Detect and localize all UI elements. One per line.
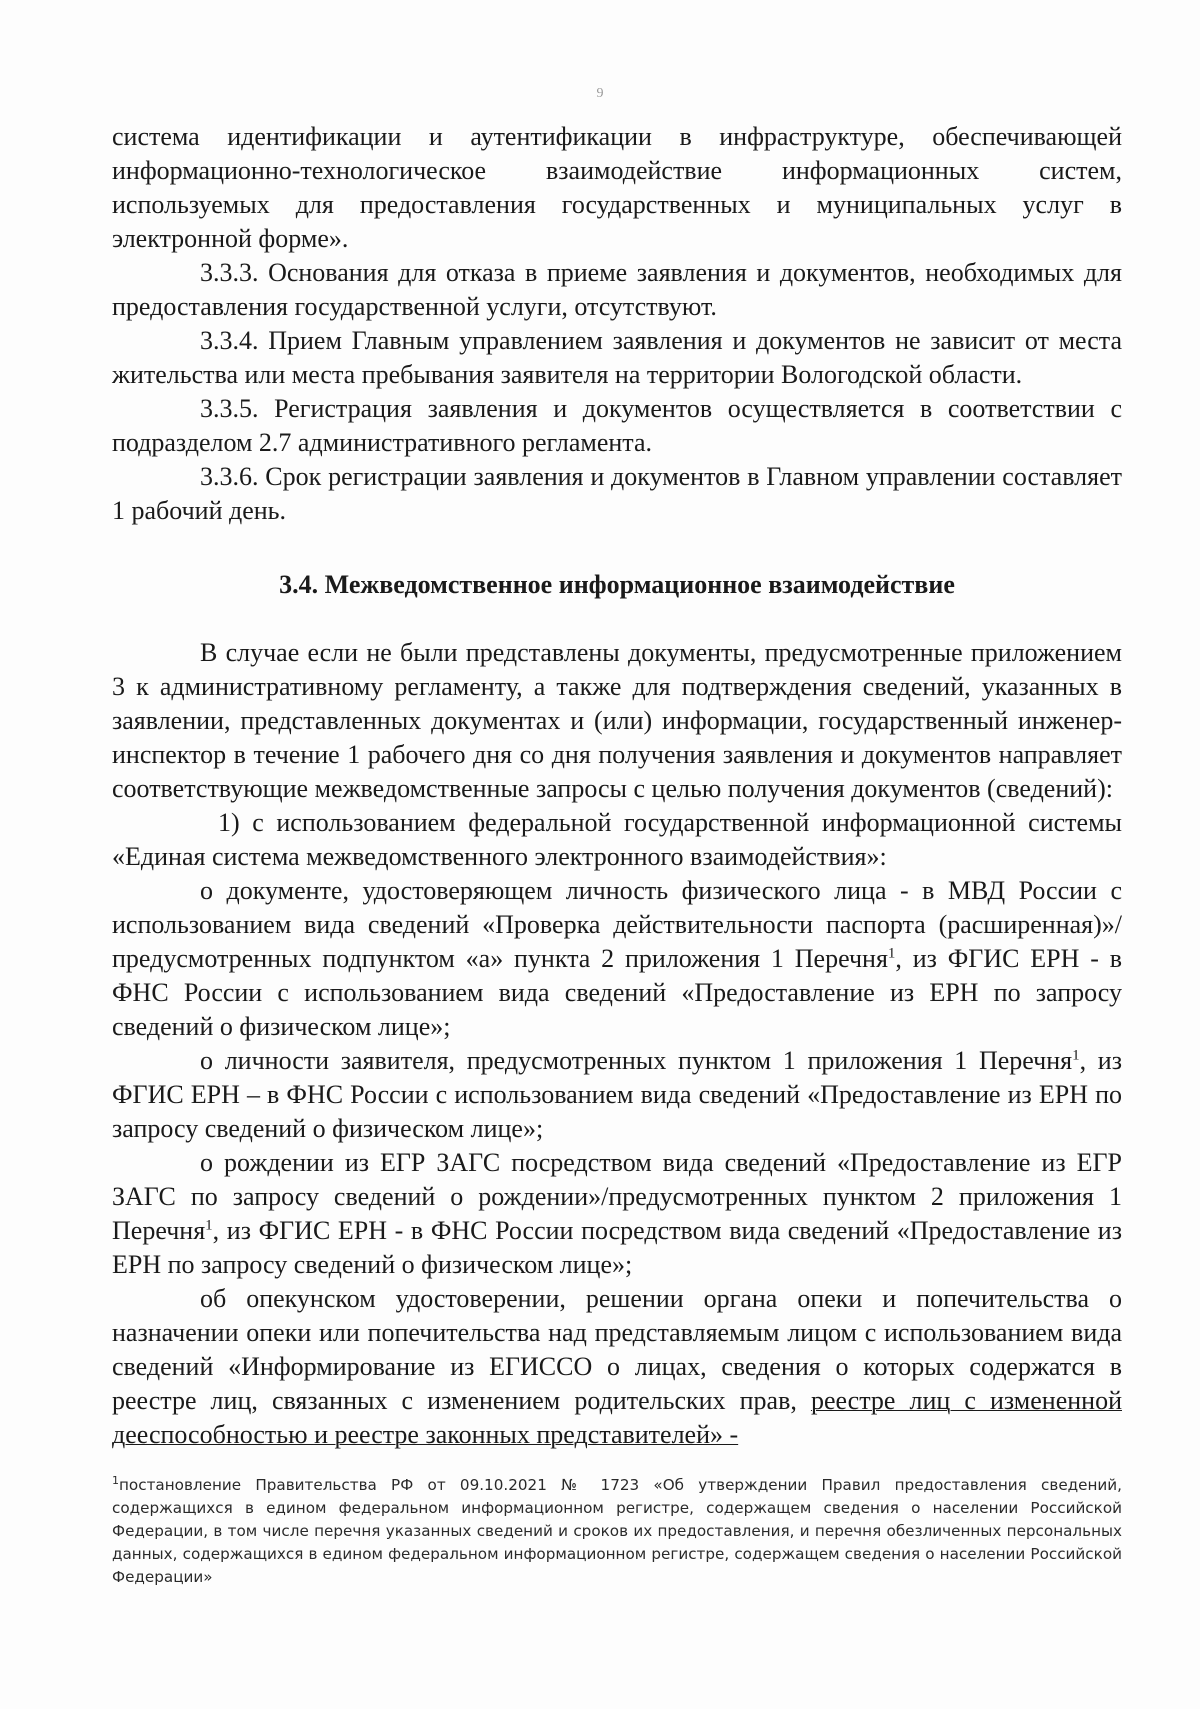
guardianship-paragraph [112,1282,1122,1452]
identity-document-text-a: о документе, удостоверяющем личность физического лица - в МВД России с использованием вида сведений «Проверка действительности паспорта (расширенная)»/предусмотренных подпунктом «а» пункта 2 приложения 1 Перечня [112,876,1122,973]
footnote-marker: 1 [112,1473,119,1487]
paragraph-3-3-6: 3.3.6. Срок регистрации заявления и документов в Главном управлении составляет 1 рабочий день. [112,462,1122,525]
birth-text-a: о рождении из ЕГР ЗАГС посредством вида сведений «Предоставление из ЕГР ЗАГС по запросу сведений о рождении»/предусмотренных пунктом 2 приложения 1 Перечня [112,1148,1122,1245]
guardianship-text-a: об опекунском удостоверении, решении органа опеки и попечительства о назначении опеки или попечительства над представляемым лицом с использованием вида сведений «Информирование из ЕГИССО о лицах, сведения о которых содержатся в реестре лиц, связанных с изменением родительских прав, [112,1284,1122,1415]
paragraph-3-3-5: 3.3.5. Регистрация заявления и документов осуществляется в соответствии с подразделом 2.7 административного регламента. [112,394,1122,457]
identity-document-text-b: , из ФГИС ЕРН - в ФНС России с использованием вида сведений «Предоставление из ЕРН по запросу сведений о физическом лице»; [112,944,1122,1041]
list-item-1: 1) с использованием федеральной государственной информационной системы «Единая система межведомственного электронного взаимодействия»: [112,808,1122,871]
guardianship-text-b: реестре лиц с измененной дееспособностью и реестре законных представителей» - [112,1386,1122,1449]
birth-text-b: , из ФГИС ЕРН - в ФНС России посредством вида сведений «Предоставление из ЕРН по запросу сведений о физическом лице»; [112,1216,1122,1279]
footnote-ref: 1 [1072,1047,1080,1064]
identity-document-paragraph [112,874,1122,1044]
section-heading: 3.4. Межведомственное информационное взаимодействие [279,570,955,599]
paragraph-continuation: система идентификации и аутентификации в инфраструктуре, обеспечивающей информационно-технологическое взаимодействие информационных систем, используемых для предоставления государственных и муниципальных услуг в электронной форме». [112,122,1122,253]
paragraph-3-3-3: 3.3.3. Основания для отказа в приеме заявления и документов, необходимых для предоставления государственной услуги, отсутствуют. [112,258,1122,321]
footnote [112,1474,1122,1589]
birth-paragraph [112,1146,1122,1282]
footnote-text: постановление Правительства РФ от 09.10.2021 № 1723 «Об утверждении Правил предоставления сведений, содержащихся в едином федеральном информационном регистре, содержащем сведения о населении Российской Федерации, в том числе перечня указанных сведений и сроков их предоставления, и перечня обезличенных персональных данных, содержащихся в едином федеральном информационном регистре, содержащем сведения о населении Российской Федерации» [112,1476,1122,1586]
applicant-identity-paragraph [112,1044,1122,1146]
applicant-identity-text-a: о личности заявителя, предусмотренных пунктом 1 приложения 1 Перечня [200,1046,1073,1075]
applicant-identity-text-b: , из ФГИС ЕРН – в ФНС России с использованием вида сведений «Предоставление из ЕРН по запросу сведений о физическом лице»; [112,1046,1122,1143]
footnote-ref: 1 [205,1217,213,1234]
section-intro: В случае если не были представлены документы, предусмотренные приложением 3 к административному регламенту, а также для подтверждения сведений, указанных в заявлении, представленных документах и (или) информации, государственный инженер-инспектор в течение 1 рабочего дня со дня получения заявления и документов направляет соответствующие межведомственные запросы с целью получения документов (сведений): [112,638,1122,803]
page-number: 9 [596,86,604,101]
paragraph-3-3-4: 3.3.4. Прием Главным управлением заявления и документов не зависит от места жительства или места пребывания заявителя на территории Вологодской области. [112,326,1122,389]
footnote-ref: 1 [887,945,896,962]
document-body [112,120,1122,1452]
